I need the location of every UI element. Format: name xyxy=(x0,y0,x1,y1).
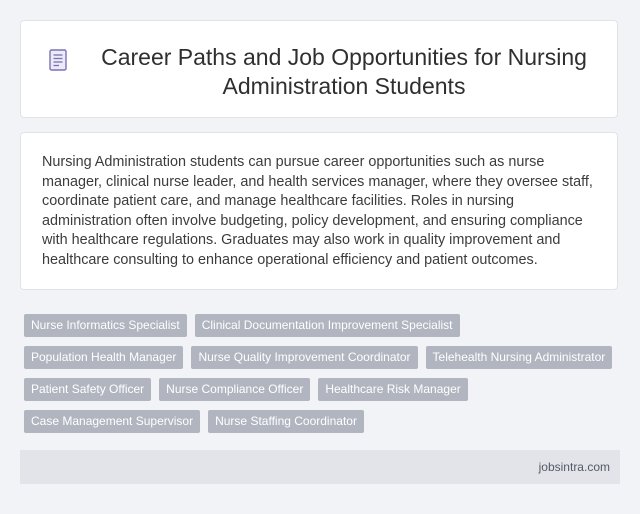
tag[interactable]: Clinical Documentation Improvement Specialist xyxy=(195,314,460,337)
tag[interactable]: Nurse Compliance Officer xyxy=(159,378,310,401)
tag[interactable]: Nurse Informatics Specialist xyxy=(24,314,187,337)
tag[interactable]: Healthcare Risk Manager xyxy=(318,378,467,401)
title-card xyxy=(20,20,618,118)
document-icon xyxy=(49,49,67,71)
tag[interactable]: Nurse Staffing Coordinator xyxy=(208,410,364,433)
tag-list xyxy=(24,314,620,433)
tag[interactable]: Telehealth Nursing Administrator xyxy=(426,346,613,369)
tag[interactable]: Population Health Manager xyxy=(24,346,183,369)
tag[interactable]: Case Management Supervisor xyxy=(24,410,200,433)
tag[interactable]: Nurse Quality Improvement Coordinator xyxy=(191,346,417,369)
footer xyxy=(20,450,620,484)
description-card xyxy=(20,132,618,290)
tag[interactable]: Patient Safety Officer xyxy=(24,378,151,401)
footer-site-link[interactable]: jobsintra.com xyxy=(538,460,610,474)
page-title: Career Paths and Job Opportunities for Nursing Administration Students xyxy=(101,44,587,99)
description-text: Nursing Administration students can pursue career opportunities such as nurse manager, clinical nurse leader, and health services manager, where they oversee staff, coordinate patient care, and manage healthcare facilities. Roles in nursing administration often involve budgeting, policy development, and ensuring compliance with healthcare regulations. Graduates may also work in quality improvement and healthcare consulting to enhance operational efficiency and patient outcomes. xyxy=(42,154,593,268)
